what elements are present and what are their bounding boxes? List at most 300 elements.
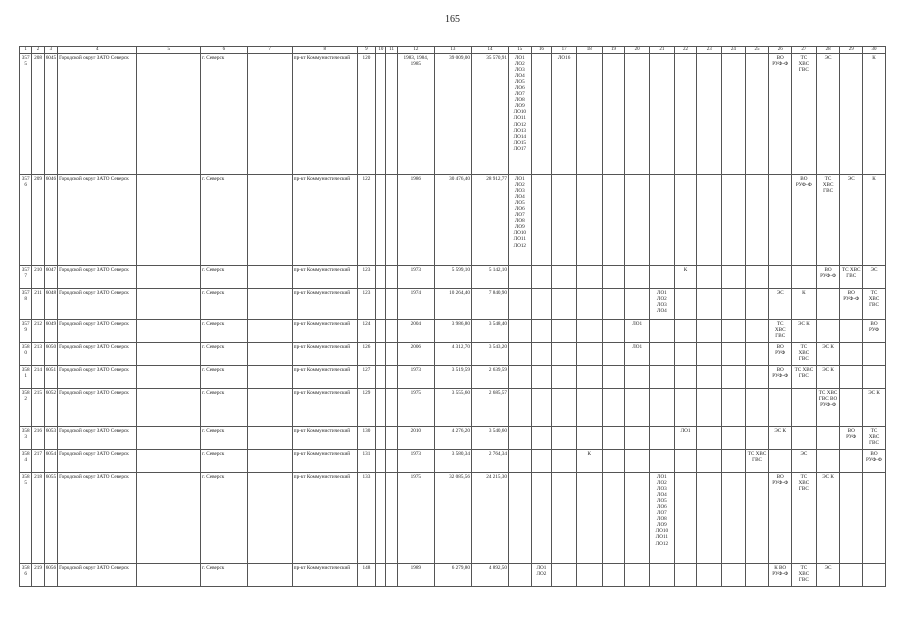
table-cell xyxy=(386,266,397,289)
table-cell xyxy=(137,564,201,587)
table-cell xyxy=(769,175,792,266)
table-cell xyxy=(576,266,602,289)
table-cell: 126 xyxy=(357,343,376,366)
table-cell xyxy=(247,473,292,564)
table-cell: 3580 xyxy=(20,343,32,366)
table-cell xyxy=(722,427,746,450)
table-cell: пр-кт Коммунистический xyxy=(292,366,357,389)
table-cell: 218 xyxy=(32,473,44,564)
table-cell xyxy=(697,450,722,473)
table-cell xyxy=(137,54,201,175)
table-cell: 5 599,10 xyxy=(434,266,471,289)
table-cell: пр-кт Коммунистический xyxy=(292,343,357,366)
table-cell xyxy=(602,366,625,389)
table-cell xyxy=(674,320,697,343)
table-cell xyxy=(697,343,722,366)
table-cell xyxy=(722,473,746,564)
data-table xyxy=(19,46,886,587)
table-cell xyxy=(697,266,722,289)
table-cell xyxy=(376,320,386,343)
table-cell xyxy=(531,266,552,289)
table-cell xyxy=(386,473,397,564)
table-cell xyxy=(386,427,397,450)
table-cell: 120 xyxy=(357,54,376,175)
table-cell xyxy=(247,266,292,289)
table-cell xyxy=(697,427,722,450)
table-cell xyxy=(576,564,602,587)
table-cell: Городской округ ЗАТО Северск xyxy=(58,473,137,564)
table-cell xyxy=(697,289,722,320)
table-cell xyxy=(697,320,722,343)
table-cell xyxy=(137,320,201,343)
table-cell xyxy=(840,450,863,473)
table-cell xyxy=(722,54,746,175)
table-cell: г. Северск xyxy=(201,289,247,320)
table-cell: 217 xyxy=(32,450,44,473)
table-cell xyxy=(792,266,817,289)
table-cell: ВО РУФ xyxy=(863,320,886,343)
table-cell xyxy=(531,427,552,450)
column-number: 1 xyxy=(20,47,32,54)
table-cell: 3581 xyxy=(20,366,32,389)
table-cell xyxy=(552,320,577,343)
table-cell xyxy=(722,175,746,266)
table-cell: 32 085,56 xyxy=(434,473,471,564)
table-cell xyxy=(863,343,886,366)
column-number: 20 xyxy=(625,47,650,54)
table-cell: 129 xyxy=(357,389,376,427)
table-cell xyxy=(531,175,552,266)
table-cell: К xyxy=(863,175,886,266)
table-cell: г. Северск xyxy=(201,389,247,427)
table-cell xyxy=(376,343,386,366)
table-cell xyxy=(531,473,552,564)
table-cell xyxy=(816,320,840,343)
table-cell: 3 548,40 xyxy=(471,320,508,343)
table-cell: 131 xyxy=(357,450,376,473)
column-number-row xyxy=(20,47,886,54)
table-row xyxy=(20,175,886,266)
table-cell: 3584 xyxy=(20,450,32,473)
table-cell: 6054 xyxy=(44,450,57,473)
table-cell xyxy=(650,366,675,389)
table-cell: 28 912,77 xyxy=(471,175,508,266)
table-cell xyxy=(137,427,201,450)
table-cell: 1983, 1984, 1985 xyxy=(397,54,434,175)
table-cell xyxy=(745,427,769,450)
table-cell: ЛО1 ЛО2 ЛО3 ЛО4 xyxy=(650,289,675,320)
table-cell: ЭС xyxy=(816,54,840,175)
table-cell xyxy=(376,289,386,320)
column-number: 27 xyxy=(792,47,817,54)
table-cell: 208 xyxy=(32,54,44,175)
table-cell xyxy=(697,54,722,175)
table-cell: 219 xyxy=(32,564,44,587)
table-cell: ЛО1 xyxy=(625,343,650,366)
table-cell: Городской округ ЗАТО Северск xyxy=(58,427,137,450)
column-number: 28 xyxy=(816,47,840,54)
table-cell: ВО РУФ-Ф xyxy=(863,450,886,473)
table-cell xyxy=(576,343,602,366)
column-number: 30 xyxy=(863,47,886,54)
table-cell xyxy=(674,289,697,320)
table-cell: 4 312,70 xyxy=(434,343,471,366)
table-cell: ЭС xyxy=(816,564,840,587)
table-cell xyxy=(247,366,292,389)
table-cell xyxy=(697,175,722,266)
table-cell: 5 142,10 xyxy=(471,266,508,289)
table-cell xyxy=(840,320,863,343)
table-cell: 6 279,80 xyxy=(434,564,471,587)
table-cell: 3 540,60 xyxy=(471,427,508,450)
table-cell xyxy=(531,343,552,366)
table-row xyxy=(20,266,886,289)
table-cell xyxy=(531,289,552,320)
table-cell: 1973 xyxy=(397,366,434,389)
table-cell: 2 685,57 xyxy=(471,389,508,427)
table-cell xyxy=(552,427,577,450)
table-cell xyxy=(674,564,697,587)
table-cell: ЭС К xyxy=(863,389,886,427)
table-cell: 6056 xyxy=(44,564,57,587)
table-cell xyxy=(625,473,650,564)
table-cell xyxy=(576,175,602,266)
table-cell: г. Северск xyxy=(201,473,247,564)
table-cell: 2006 xyxy=(397,343,434,366)
table-cell: г. Северск xyxy=(201,564,247,587)
table-cell: ЛО1 ЛО2 ЛО3 ЛО4 ЛО5 ЛО6 ЛО7 ЛО8 ЛО9 ЛО10 ЛО11 ЛО12 xyxy=(650,473,675,564)
table-cell xyxy=(386,175,397,266)
table-cell: 6050 xyxy=(44,343,57,366)
table-cell xyxy=(650,450,675,473)
column-number: 29 xyxy=(840,47,863,54)
column-number: 13 xyxy=(434,47,471,54)
table-cell xyxy=(376,564,386,587)
table-cell: 3579 xyxy=(20,320,32,343)
table-cell xyxy=(531,54,552,175)
table-cell xyxy=(650,343,675,366)
table-cell: 3 519,59 xyxy=(434,366,471,389)
table-cell xyxy=(863,473,886,564)
table-cell: ВО РУФ-Ф xyxy=(769,473,792,564)
table-cell xyxy=(602,266,625,289)
table-cell xyxy=(531,450,552,473)
table-cell xyxy=(247,450,292,473)
table-cell xyxy=(602,175,625,266)
table-cell xyxy=(745,289,769,320)
table-cell xyxy=(552,289,577,320)
table-cell: К xyxy=(674,266,697,289)
table-cell: 4 892,50 xyxy=(471,564,508,587)
table-row xyxy=(20,450,886,473)
table-cell: 2 639,59 xyxy=(471,366,508,389)
table-cell: 216 xyxy=(32,427,44,450)
table-cell: г. Северск xyxy=(201,366,247,389)
table-cell xyxy=(376,389,386,427)
table-cell: Городской округ ЗАТО Северск xyxy=(58,389,137,427)
table-cell xyxy=(722,389,746,427)
table-cell: ЭС К xyxy=(769,427,792,450)
table-cell: 6047 xyxy=(44,266,57,289)
table-cell xyxy=(576,366,602,389)
table-cell: Городской округ ЗАТО Северск xyxy=(58,289,137,320)
table-cell xyxy=(602,54,625,175)
column-number: 10 xyxy=(376,47,386,54)
table-cell: Городской округ ЗАТО Северск xyxy=(58,175,137,266)
table-cell xyxy=(602,343,625,366)
table-cell xyxy=(840,343,863,366)
table-cell xyxy=(552,266,577,289)
table-cell: пр-кт Коммунистический xyxy=(292,266,357,289)
table-cell xyxy=(137,450,201,473)
table-cell xyxy=(508,366,531,389)
table-cell xyxy=(247,343,292,366)
table-cell: 123 xyxy=(357,266,376,289)
table-cell: Городской округ ЗАТО Северск xyxy=(58,450,137,473)
table-cell xyxy=(769,389,792,427)
table-cell xyxy=(625,427,650,450)
table-cell: 6046 xyxy=(44,175,57,266)
table-cell xyxy=(745,320,769,343)
column-number: 23 xyxy=(697,47,722,54)
table-cell: ВО РУФ-Ф xyxy=(769,54,792,175)
table-cell: ЭС xyxy=(792,450,817,473)
table-cell: ТС ХВС ГВС xyxy=(792,473,817,564)
table-cell: ЛО1 xyxy=(674,427,697,450)
table-cell xyxy=(552,473,577,564)
table-cell xyxy=(376,175,386,266)
table-cell: 3575 xyxy=(20,54,32,175)
table-cell: 3586 xyxy=(20,564,32,587)
table-cell: ТС ХВС ГВС xyxy=(792,366,817,389)
table-cell: пр-кт Коммунистический xyxy=(292,289,357,320)
table-cell xyxy=(625,389,650,427)
table-cell xyxy=(697,366,722,389)
table-cell: г. Северск xyxy=(201,175,247,266)
table-cell xyxy=(137,266,201,289)
table-cell xyxy=(576,427,602,450)
table-cell: 1973 xyxy=(397,450,434,473)
table-cell: пр-кт Коммунистический xyxy=(292,175,357,266)
table-cell xyxy=(376,473,386,564)
table-cell: ЭС К xyxy=(816,366,840,389)
column-number: 5 xyxy=(137,47,201,54)
column-number: 8 xyxy=(292,47,357,54)
table-row xyxy=(20,54,886,175)
table-cell xyxy=(576,389,602,427)
table-cell: ТС ХВС ГВС xyxy=(792,343,817,366)
table-cell xyxy=(650,389,675,427)
table-cell: ТС ХВС ГВС xyxy=(863,289,886,320)
table-cell xyxy=(247,175,292,266)
table-cell xyxy=(552,366,577,389)
table-cell xyxy=(552,564,577,587)
table-cell: г. Северск xyxy=(201,320,247,343)
table-cell: К xyxy=(576,450,602,473)
table-cell xyxy=(137,343,201,366)
table-cell: пр-кт Коммунистический xyxy=(292,450,357,473)
table-cell: г. Северск xyxy=(201,427,247,450)
column-number: 16 xyxy=(531,47,552,54)
table-cell xyxy=(531,320,552,343)
table-cell: 6052 xyxy=(44,389,57,427)
table-cell xyxy=(247,54,292,175)
table-cell: 133 xyxy=(357,473,376,564)
table-cell: ТС ХВС ГВС xyxy=(792,54,817,175)
column-number: 21 xyxy=(650,47,675,54)
column-number: 4 xyxy=(58,47,137,54)
table-cell xyxy=(745,389,769,427)
table-cell xyxy=(840,389,863,427)
table-cell xyxy=(745,343,769,366)
table-cell: ВО РУФ-Ф xyxy=(769,366,792,389)
table-cell: К xyxy=(792,289,817,320)
table-cell xyxy=(625,450,650,473)
table-cell xyxy=(722,266,746,289)
table-cell xyxy=(376,54,386,175)
table-cell: 3576 xyxy=(20,175,32,266)
table-row xyxy=(20,427,886,450)
table-cell: ЭС xyxy=(769,289,792,320)
table-cell: ЭС К xyxy=(792,320,817,343)
table-row xyxy=(20,343,886,366)
column-number: 18 xyxy=(576,47,602,54)
table-cell: 122 xyxy=(357,175,376,266)
table-cell xyxy=(625,366,650,389)
table-cell xyxy=(816,450,840,473)
column-number: 11 xyxy=(386,47,397,54)
table-cell: 210 xyxy=(32,266,44,289)
table-cell: ТС ХВС ГВС ВО РУФ-Ф xyxy=(816,389,840,427)
table-cell: 148 xyxy=(357,564,376,587)
column-number: 26 xyxy=(769,47,792,54)
table-cell: ЛО1 ЛО2 xyxy=(531,564,552,587)
column-number: 3 xyxy=(44,47,57,54)
table-cell: 3 580,34 xyxy=(434,450,471,473)
table-cell: 24 215,30 xyxy=(471,473,508,564)
table-cell xyxy=(602,320,625,343)
table-cell xyxy=(508,564,531,587)
table-cell xyxy=(674,450,697,473)
table-cell: ТС ХВС ГВС xyxy=(769,320,792,343)
table-cell: 35 570,91 xyxy=(471,54,508,175)
table-cell: 213 xyxy=(32,343,44,366)
table-cell: 3583 xyxy=(20,427,32,450)
table-cell: пр-кт Коммунистический xyxy=(292,320,357,343)
table-cell xyxy=(650,320,675,343)
table-cell xyxy=(816,427,840,450)
table-cell: ЛО1 ЛО2 ЛО3 ЛО4 ЛО5 ЛО6 ЛО7 ЛО8 ЛО9 ЛО10 ЛО11 ЛО12 ЛО13 ЛО14 ЛО15 ЛО17 xyxy=(508,54,531,175)
table-cell xyxy=(508,343,531,366)
table-cell xyxy=(722,320,746,343)
table-cell xyxy=(137,473,201,564)
table-cell: Городской округ ЗАТО Северск xyxy=(58,266,137,289)
column-number: 25 xyxy=(745,47,769,54)
table-cell: ЭС К xyxy=(816,473,840,564)
table-cell xyxy=(552,450,577,473)
table-cell: г. Северск xyxy=(201,450,247,473)
table-cell xyxy=(386,389,397,427)
table-cell: ЛО1 xyxy=(625,320,650,343)
table-cell xyxy=(769,266,792,289)
table-cell xyxy=(722,366,746,389)
table-cell: 6053 xyxy=(44,427,57,450)
table-cell: 1989 xyxy=(397,564,434,587)
table-cell: ТС ХВС ГВС xyxy=(745,450,769,473)
table-cell: 124 xyxy=(357,320,376,343)
table-cell xyxy=(840,366,863,389)
table-cell xyxy=(602,389,625,427)
table-cell xyxy=(745,366,769,389)
table-cell: 215 xyxy=(32,389,44,427)
table-cell xyxy=(840,473,863,564)
table-cell: 1974 xyxy=(397,289,434,320)
table-cell xyxy=(863,366,886,389)
table-cell: ТС ХВС ГВС xyxy=(863,427,886,450)
table-cell: пр-кт Коммунистический xyxy=(292,473,357,564)
table-cell: 1975 xyxy=(397,389,434,427)
table-cell: К xyxy=(863,54,886,175)
table-cell: пр-кт Коммунистический xyxy=(292,54,357,175)
table-cell xyxy=(745,564,769,587)
table-cell: 6048 xyxy=(44,289,57,320)
table-row xyxy=(20,320,886,343)
table-cell xyxy=(508,289,531,320)
column-number: 6 xyxy=(201,47,247,54)
table-cell xyxy=(745,175,769,266)
table-cell: г. Северск xyxy=(201,54,247,175)
table-cell: 3577 xyxy=(20,266,32,289)
table-cell xyxy=(508,427,531,450)
table-cell xyxy=(650,175,675,266)
table-cell xyxy=(602,473,625,564)
table-row xyxy=(20,366,886,389)
table-cell xyxy=(247,427,292,450)
page-number: 165 xyxy=(445,14,460,25)
table-cell xyxy=(674,389,697,427)
table-cell xyxy=(386,343,397,366)
table-cell: 3 986,80 xyxy=(434,320,471,343)
table-cell xyxy=(247,389,292,427)
table-cell xyxy=(386,450,397,473)
table-cell xyxy=(674,366,697,389)
table-cell: К ВО РУФ-Ф xyxy=(769,564,792,587)
table-cell: 2004 xyxy=(397,320,434,343)
table-row xyxy=(20,564,886,587)
table-cell xyxy=(745,266,769,289)
table-cell: Городской округ ЗАТО Северск xyxy=(58,54,137,175)
table-cell: ЛО16 xyxy=(552,54,577,175)
table-cell: 6055 xyxy=(44,473,57,564)
table-row xyxy=(20,473,886,564)
table-cell xyxy=(137,289,201,320)
table-cell xyxy=(697,473,722,564)
table-cell xyxy=(722,289,746,320)
table-cell: ТС ХВС ГВС xyxy=(816,175,840,266)
table-cell: ВО РУФ xyxy=(769,343,792,366)
table-cell xyxy=(650,564,675,587)
table-cell xyxy=(247,320,292,343)
table-cell xyxy=(508,389,531,427)
table-cell xyxy=(722,450,746,473)
table-cell: пр-кт Коммунистический xyxy=(292,427,357,450)
table-cell: 127 xyxy=(357,366,376,389)
table-cell: 3 543,20 xyxy=(471,343,508,366)
table-cell: 30 476,40 xyxy=(434,175,471,266)
table-cell: ВО РУФ-Ф xyxy=(840,289,863,320)
column-number: 15 xyxy=(508,47,531,54)
table-cell xyxy=(674,54,697,175)
